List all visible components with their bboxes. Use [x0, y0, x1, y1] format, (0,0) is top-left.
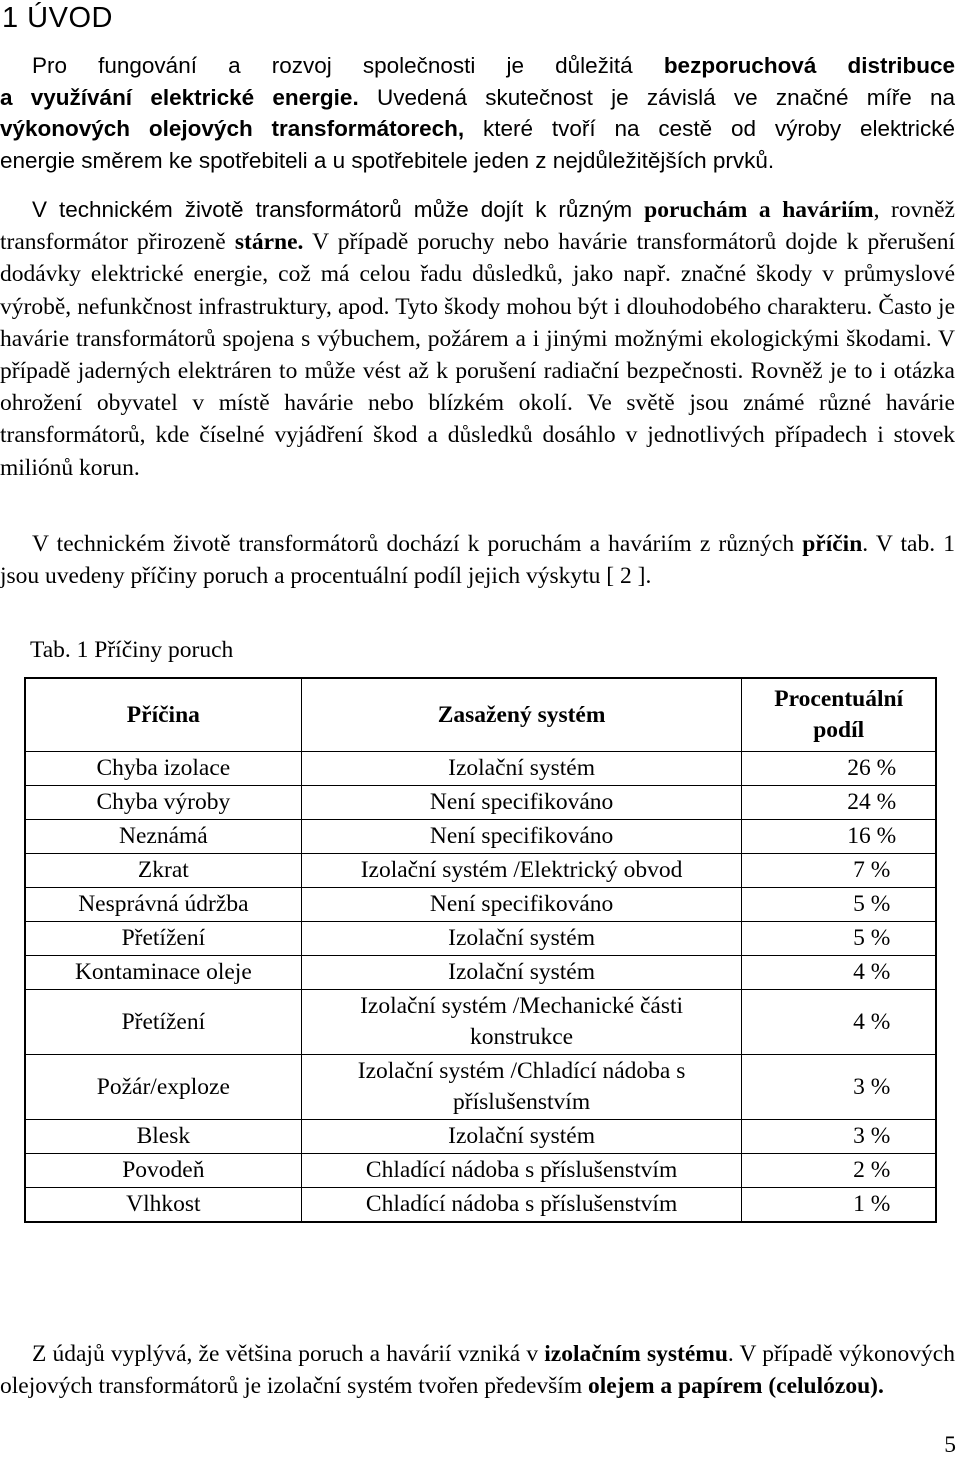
paragraph-line: Pro fungování a rozvoj společnosti je důležitá bezporuchová distribuce: [32, 53, 955, 78]
paragraph-intro: [0, 50, 955, 176]
paragraph-conclusion: [0, 1338, 955, 1402]
paragraph-text: V technickém životě transformátorů může dojít k různým: [32, 197, 645, 222]
page-number: 5: [944, 1432, 956, 1458]
emphasis: poruchám a haváriím: [644, 197, 874, 223]
cell-share: 24 %: [742, 786, 936, 820]
paragraph-failures: [0, 194, 955, 484]
cell-system: Chladící nádoba s příslušenstvím: [301, 1188, 742, 1223]
cell-cause: Vlhkost: [25, 1188, 301, 1223]
header-cause: Příčina: [25, 678, 301, 752]
paragraph-causes: [0, 528, 955, 592]
cell-system: Chladící nádoba s příslušenstvím: [301, 1154, 742, 1188]
cell-cause: Chyba výroby: [25, 786, 301, 820]
cell-system: Izolační systém /Chladící nádoba s příslušenstvím: [301, 1055, 742, 1120]
emphasis: příčin: [802, 531, 863, 557]
table-row: [25, 1188, 936, 1223]
table-row: [25, 990, 936, 1055]
table-row: [25, 956, 936, 990]
cell-share: 2 %: [742, 1154, 936, 1188]
paragraph-line: energie směrem ke spotřebiteli a u spotřebitele jeden z nejdůležitějších prvků.: [0, 147, 775, 173]
paragraph-text: , rovněž transformátor přirozeně: [0, 197, 955, 256]
paragraph-text: V technickém životě transformátorů dochází k poruchám a haváriím z různých: [32, 531, 803, 557]
cell-cause: Zkrat: [25, 854, 301, 888]
causes-table: [24, 677, 937, 1223]
cell-cause: Neznámá: [25, 820, 301, 854]
section-heading: 1 ÚVOD: [2, 2, 113, 34]
table-row: [25, 888, 936, 922]
table-row: [25, 786, 936, 820]
paragraph-text: Z údajů vyplývá, že většina poruch a havárií vzniká v: [32, 1341, 545, 1367]
cell-system: Není specifikováno: [301, 820, 742, 854]
emphasis: olejem a papírem (celulózou).: [587, 1373, 884, 1400]
cell-share: 5 %: [742, 888, 936, 922]
table-header-row: [25, 678, 936, 752]
emphasis: stárne.: [234, 229, 304, 256]
emphasis: izolačním systému: [544, 1341, 728, 1367]
table-row: [25, 922, 936, 956]
table-row: [25, 820, 936, 854]
cell-cause: Blesk: [25, 1120, 301, 1154]
paragraph-text: . V tab. 1 jsou uvedeny příčiny poruch a procentuální podíl jejich výskytu [ 2 ].: [0, 531, 955, 590]
cell-system: Izolační systém: [301, 922, 742, 956]
cell-cause: Nesprávná údržba: [25, 888, 301, 922]
cell-cause: Kontaminace oleje: [25, 956, 301, 990]
header-share: Procentuální podíl: [742, 678, 936, 752]
cell-system: Izolační systém: [301, 956, 742, 990]
cell-cause: Požár/exploze: [25, 1055, 301, 1120]
cell-share: 4 %: [742, 990, 936, 1055]
table-row: [25, 1120, 936, 1154]
cell-share: 3 %: [742, 1055, 936, 1120]
cell-share: 1 %: [742, 1188, 936, 1223]
table-row: [25, 1055, 936, 1120]
table-caption: Tab. 1 Příčiny poruch: [30, 637, 234, 663]
table-row: [25, 854, 936, 888]
cell-share: 3 %: [742, 1120, 936, 1154]
cell-share: 5 %: [742, 922, 936, 956]
cell-share: 26 %: [742, 752, 936, 786]
cell-system: Není specifikováno: [301, 888, 742, 922]
cell-cause: Přetížení: [25, 990, 301, 1055]
cell-share: 4 %: [742, 956, 936, 990]
cell-share: 7 %: [742, 854, 936, 888]
cell-system: Izolační systém: [301, 752, 742, 786]
cell-cause: Povodeň: [25, 1154, 301, 1188]
paragraph-line: výkonových olejových transformátorech, které tvoří na cestě od výroby elektrické: [0, 116, 955, 141]
paragraph-text: . V případě výkonových olejových transformátorů je izolační systém tvořen především: [0, 1341, 955, 1400]
cell-system: Izolační systém /Elektrický obvod: [301, 854, 742, 888]
table-row: [25, 1154, 936, 1188]
header-system: Zasažený systém: [301, 678, 742, 752]
cell-system: Není specifikováno: [301, 786, 742, 820]
cell-system: Izolační systém /Mechanické části konstrukce: [301, 990, 742, 1055]
table-row: [25, 752, 936, 786]
cell-cause: Přetížení: [25, 922, 301, 956]
cell-system: Izolační systém: [301, 1120, 742, 1154]
paragraph-line: a využívání elektrické energie. Uvedená skutečnost je závislá ve značné míře na: [0, 84, 955, 110]
paragraph-text: V případě poruchy nebo havárie transformátorů dojde k přerušení dodávky elektrické energie, což má celou řadu důsledků, jako např. značné škody v průmyslové výrobě, nefunkčnost infrastruktury, apod. Tyto škody mohou být i dlouhodobého charakteru. Často je havárie transformátorů spojena s výbuchem, požárem a i jinými možnými ekologickými škodami. V případě jaderných elektráren to může vést až k porušení radiační bezpečnosti. Rovněž je to i otázka ohrožení obyvatel v místě havárie nebo blízkém okolí. Ve světě jsou známé různé havárie transformátorů, kde číselné vyjádření škod a důsledků dosáhlo v jednotlivých případech i stovek miliónů korun.: [0, 229, 955, 481]
cell-cause: Chyba izolace: [25, 752, 301, 786]
cell-share: 16 %: [742, 820, 936, 854]
